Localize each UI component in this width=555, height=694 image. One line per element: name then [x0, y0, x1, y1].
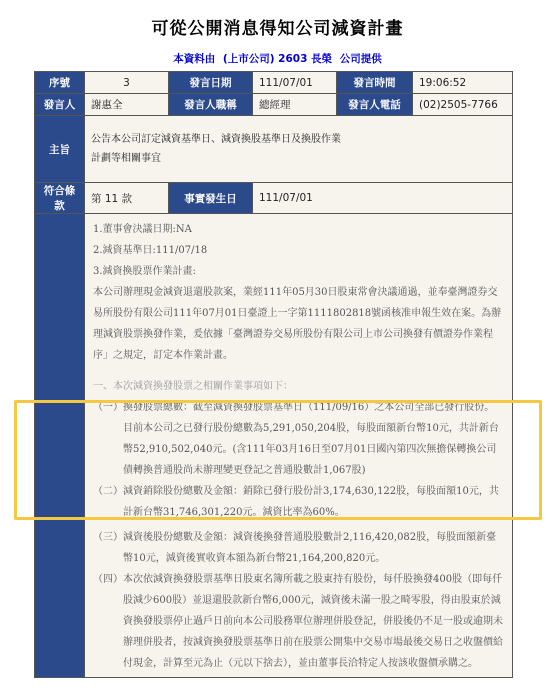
- list-item: [93, 397, 504, 481]
- clause-value: 第 11 款: [85, 183, 169, 214]
- seq-value: 3: [85, 72, 169, 94]
- item-text: 換發股票總數：截至減資換發股票基準日（111/09/16）之本公司全部已發行股份。目前本公司之已發行股份總數為5,291,050,204股，每股面額新台幣10元，共計新台幣52,910,502,040元。(含111年03月16日至07月01日國內第四次無擔保轉換公司債轉換普通股尚未辦理變更登記之普通股數計1,067股): [123, 402, 499, 476]
- description-label: [35, 214, 85, 678]
- source-prefix: 本資料由: [173, 53, 216, 65]
- phone-label: 發言人電話: [337, 94, 413, 116]
- item-number: （三）: [93, 532, 123, 543]
- content-line-2: 2.減資基準日:111/07/18: [93, 245, 208, 256]
- subject-label: 主旨: [35, 116, 85, 183]
- speaker-value: 謝惠全: [85, 94, 169, 116]
- item-text: 減資後股份總數及金額：減資後換發普通股股數計2,116,420,082股，每股面額新臺幣10元，減資後實收資本額為新台幣21,164,200,820元。: [123, 532, 497, 564]
- description-value: [85, 214, 513, 678]
- item-number: （一）: [93, 402, 123, 413]
- subject-line-1: 公告本公司訂定減資基準日、減資換股基準日及換股作業: [91, 134, 341, 145]
- content-line-3: 3.減資換股票作業計畫:: [93, 266, 196, 277]
- subject-value: [85, 116, 513, 183]
- source-company: (上市公司) 2603 長榮: [222, 53, 333, 65]
- position-value: 總經理: [253, 94, 337, 116]
- clause-label: 符合條款: [35, 183, 85, 214]
- source-line: [0, 51, 555, 66]
- list-item: [93, 527, 504, 569]
- description-content: [85, 214, 512, 677]
- event-date-value: 111/07/01: [253, 183, 513, 214]
- position-label: 發言人職稱: [169, 94, 253, 116]
- content-paragraph: 本公司辦理現金減資退還股款案，業經111年05月30日股東常會決議通過，並奉臺灣證券交易所股份有限公司111年07月01日臺證上一字第1111802818號函核准申報生效在案。為辦理減資股票換發作業，爰依據「臺灣證券交易所股份有限公司上市公司換發有價證券作業程序」之規定，訂定本作業計畫。: [93, 287, 502, 361]
- list-item: [93, 569, 504, 674]
- list-item: [93, 481, 504, 523]
- page-title: 可從公開消息得知公司減資計畫: [151, 19, 404, 39]
- source-suffix: 公司提供: [339, 53, 382, 65]
- item-text: 本次依減資換發股票基準日股東名簿所載之股東持有股份，每仟股換發400股（即每仟股減少600股）並退還股款新台幣6,000元，減資後未滿一股之畸零股，得由股東於減資換發股票停止過戶日前向本公司股務單位辦理併股登記，併股後仍不足一股或逾期未辦理併股者，按減資換發股票基準日前在股票公開集中交易市場最後交易日之收盤價給付現金，計算至元為止（元以下捨去），並由董事長洽特定人按該收盤價承購之。: [123, 574, 503, 669]
- time-label: 發言時間: [337, 72, 413, 94]
- content-faded-heading: 一、本次減資換發股票之相關作業事項如下：: [93, 381, 293, 392]
- announcement-table: [34, 71, 513, 678]
- item-number: （四）: [93, 574, 123, 585]
- item-text: 減資銷除股份總數及金額：銷除已發行股份計3,174,630,122股，每股面額10元，共計新台幣31,746,301,220元。減資比率為60%。: [123, 486, 499, 518]
- subject-line-2: 計劃等相關事宜: [91, 153, 161, 164]
- time-value: 19:06:52: [413, 72, 513, 94]
- seq-label: 序號: [35, 72, 85, 94]
- content-line-1: 1.董事會決議日期:NA: [93, 224, 192, 235]
- event-date-label: 事實發生日: [169, 183, 253, 214]
- date-label: 發言日期: [169, 72, 253, 94]
- date-value: 111/07/01: [253, 72, 337, 94]
- item-number: （二）: [93, 486, 123, 497]
- speaker-label: 發言人: [35, 94, 85, 116]
- phone-value: (02)2505-7766: [413, 94, 513, 116]
